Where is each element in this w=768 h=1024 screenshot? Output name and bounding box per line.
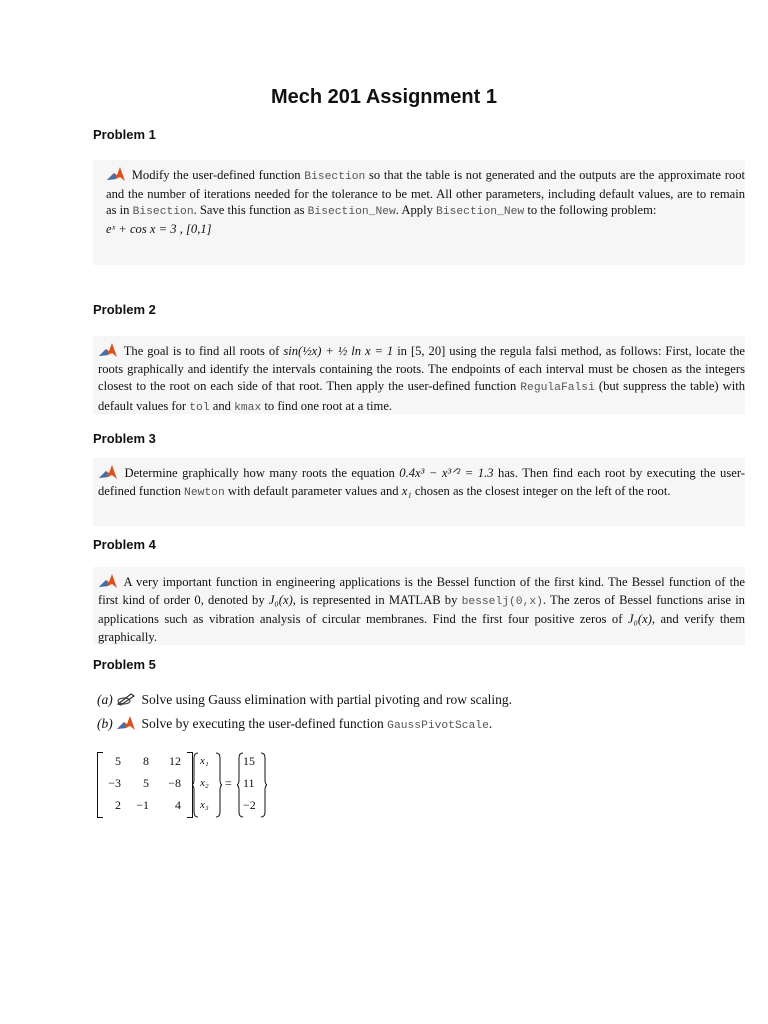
p2-text: to find one root at a time. — [264, 398, 393, 413]
pencil-icon — [116, 692, 136, 706]
p5-part-a-text: Solve using Gauss elimination with partial pivoting and row scaling. — [141, 692, 512, 707]
p2-code: kmax — [234, 401, 262, 414]
vector-b-cell: 11 — [243, 776, 255, 790]
p3-text: Determine graphically how many roots the equation — [124, 466, 395, 480]
p1-text: to the following problem: — [527, 203, 657, 217]
p1-code: Bisection — [304, 171, 366, 183]
problem-5-box — [93, 684, 563, 736]
vector-x-cell: x₃ — [200, 799, 209, 811]
p2-code: tol — [189, 401, 210, 414]
p3-text: with default parameter values and — [227, 483, 399, 498]
matrix-a-cell: 8 — [143, 754, 149, 768]
p4-func: J₀(x) — [627, 612, 652, 626]
p2-text: using the regula falsi method, as follows: First, locate the roots graphically and identify the intervals containing the roots. The endpoints of each interval must be chosen as the integers closest to the root on each side of that root. Then apply the user-defined function — [98, 344, 745, 393]
p3-var: x₁ — [401, 483, 412, 498]
p2-text: and — [212, 398, 231, 413]
problem-4-label: Problem 4 — [93, 537, 156, 552]
problem-1-label: Problem 1 — [93, 127, 156, 142]
matlab-icon — [98, 573, 118, 589]
problem-1-box — [93, 160, 745, 265]
p4-text: , and verify them graphically. — [98, 612, 745, 644]
p1-text: so that the table is not generated and the outputs are the approximate root and the number of iterations needed for the tolerance to be met. All other parameters, including default values, are to remain as in — [106, 168, 746, 217]
p5-part-b-code: GaussPivotScale — [387, 720, 489, 732]
p4-code: besselj(0,x) — [461, 595, 543, 608]
problem-3-box — [93, 458, 745, 526]
matrix-a-cell: 4 — [175, 798, 181, 812]
p4-text: A very important function in engineering applications is the Bessel function of the first kind. The Bessel function of the first kind of order 0, denoted by — [98, 575, 745, 607]
problem-2-label: Problem 2 — [93, 302, 156, 317]
p1-code: Bisection_New — [307, 206, 396, 218]
p3-text: chosen as the closest integer on the left of the root. — [414, 483, 671, 498]
matlab-icon — [116, 715, 136, 731]
p1-text: Modify the user-defined function — [131, 168, 301, 182]
p1-code: Bisection_New — [436, 206, 525, 218]
equals-sign: = — [225, 776, 232, 790]
matrix-a-cell: −3 — [108, 776, 121, 790]
problem-5-label: Problem 5 — [93, 657, 156, 672]
p2-text: (but suppress the table) with default values for — [98, 379, 746, 413]
p1-text: . Save this function as — [193, 203, 305, 217]
p4-func: J₀(x) — [268, 592, 293, 607]
vector-b-cell: 15 — [243, 754, 255, 768]
matrix-a-cell: −8 — [168, 776, 181, 790]
p2-text: in — [397, 344, 407, 358]
p2-code: RegulaFalsi — [520, 382, 595, 394]
p1-text: . Apply — [395, 203, 433, 217]
vector-x-cell: x₁ — [200, 755, 209, 767]
matrix-a-cell: 2 — [115, 798, 121, 812]
problem-2-box — [93, 336, 745, 414]
problem-4-box — [93, 567, 745, 645]
matrix-a-cell: −1 — [136, 798, 149, 812]
problem-3-label: Problem 3 — [93, 431, 156, 446]
p5-part-a-label: (a) — [97, 692, 113, 707]
p5-part-b-label: (b) — [97, 716, 113, 731]
matrix-a-cell: 5 — [143, 776, 149, 790]
p1-code: Bisection — [132, 206, 194, 218]
matrix-a-cell: 5 — [115, 754, 121, 768]
matlab-icon — [98, 342, 118, 358]
p3-text: has. Then find each root by executing the user-defined function — [98, 466, 745, 498]
p2-text: The goal is to find all roots of — [123, 344, 280, 358]
p5-part-b-end: . — [488, 716, 493, 731]
p4-text: , is represented in MATLAB by — [292, 592, 458, 607]
matrix-equation — [97, 750, 272, 820]
p5-part-b-text: Solve by executing the user-defined function — [141, 716, 384, 731]
matlab-icon — [98, 464, 118, 480]
page-title: Mech 201 Assignment 1 — [270, 86, 497, 108]
vector-b-cell: −2 — [243, 798, 256, 812]
vector-x-cell: x₂ — [200, 777, 209, 789]
matlab-icon — [106, 166, 126, 182]
p4-text: . The zeros of Bessel functions arise in applications such as vibration analysis of circular membranes. Find the first four positive zeros of — [98, 592, 745, 626]
p2-equation: sin(½x) + ½ ln x = 1 — [283, 344, 394, 358]
p3-code: Newton — [184, 486, 225, 499]
matrix-a-cell: 12 — [169, 754, 181, 768]
p2-interval: [5, 20] — [410, 344, 446, 358]
p1-equation: eˣ + cos x = 3 , [0,1] — [106, 221, 212, 236]
p3-equation: 0.4x³ − x³ᐟ² = 1.3 — [399, 466, 494, 480]
